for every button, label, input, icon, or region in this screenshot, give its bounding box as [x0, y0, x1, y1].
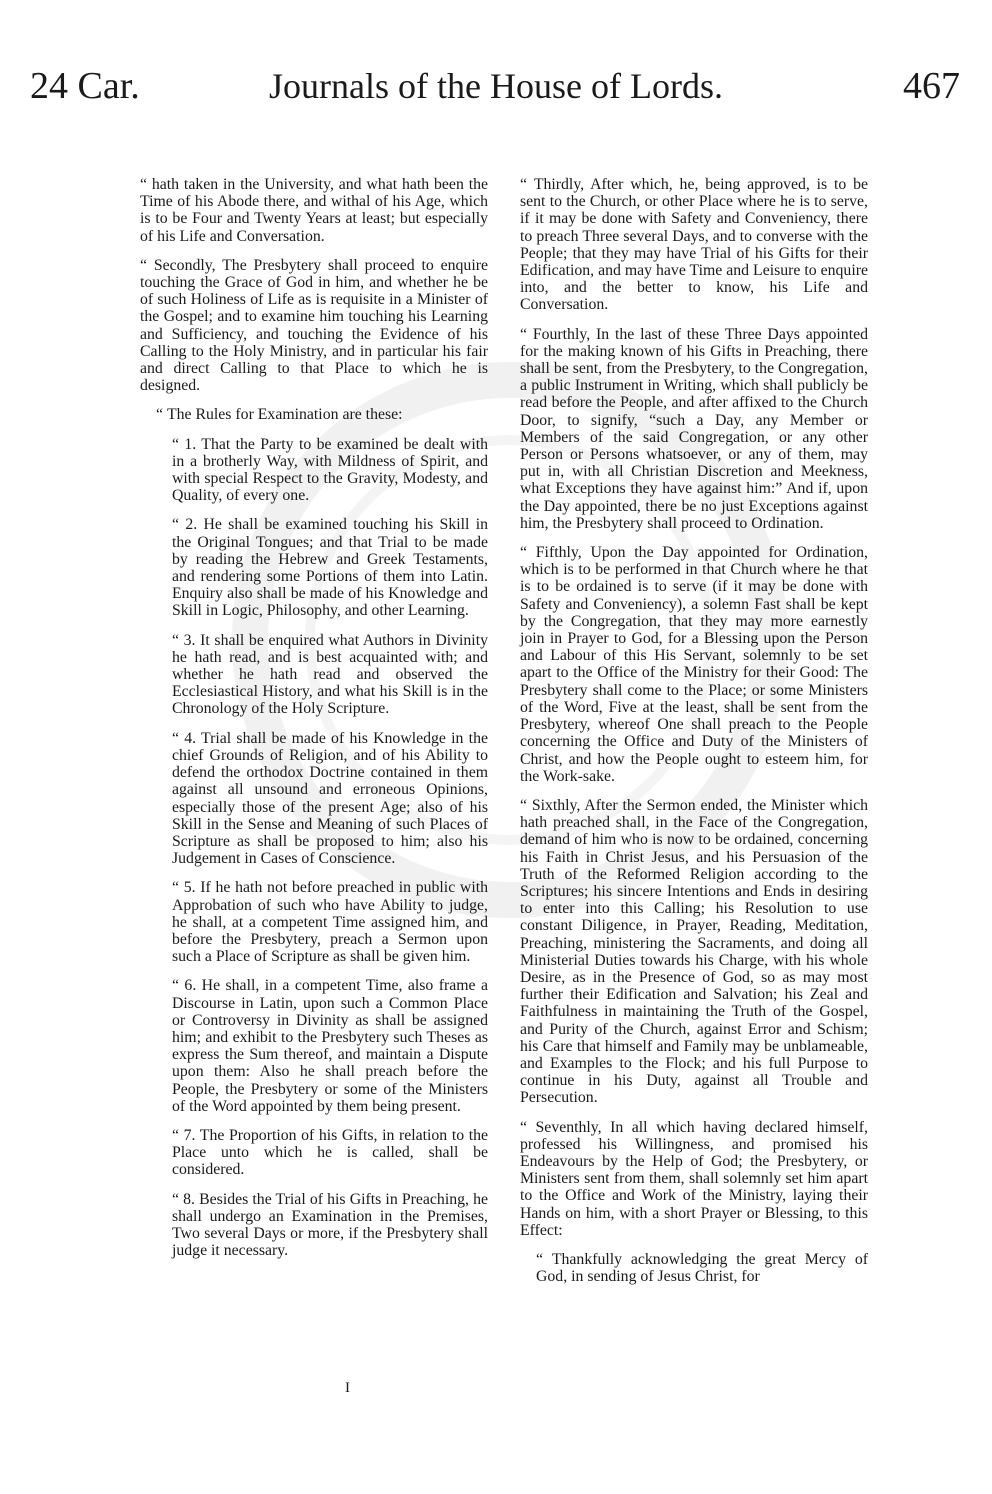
paragraph: “ Fifthly, Upon the Day appointed for Ordination, which is to be performed in that Church where he that is to be ordained is to serve (if it may be done with Safety and Conveniency), a solemn Fast shall be kept by the Congregation, that they may more earnestly join in Prayer to God, for a Blessing upon the Person and Labour of this His Servant, solemnly to be set apart to the Office of the Ministry for their Good: The Presbytery shall come to the Place; or some Ministers of the Word, Five at the least, shall be sent from the Presbytery, whereof One shall preach to the People concerning the Office and Duty of the Ministers of Christ, and how the People ought to esteem him, for the Work-sake.	[520, 544, 868, 785]
paragraph: “ Fourthly, In the last of these Three Days appointed for the making known of his Gifts in Preaching, there shall be sent, from the Presbytery, to the Congregation, a public Instrument in Writing, which shall publicly be read before the People, and after affixed to the Church Door, to signify, “such a Day, any Member or Members of the said Congregation, or any other Person or Persons whatsoever, or any of them, may put in, with all Christian Discretion and Meekness, what Exceptions they have against him:” And if, upon the Day appointed, there be no just Exceptions against him, the Presbytery shall proceed to Ordination.	[520, 326, 868, 532]
paragraph: “ 8. Besides the Trial of his Gifts in Preaching, he shall undergo an Examination in the Premises, Two several Days or more, if the Presbytery shall judge it necessary.	[140, 1191, 488, 1260]
paragraph: “ 5. If he hath not before preached in public with Approbation of such who have Ability to judge, he shall, at a competent Time assigned him, and before the Presbytery, preach a Sermon upon such a Place of Scripture as shall be given him.	[140, 879, 488, 965]
running-title: Journals of the House of Lords.	[269, 66, 723, 106]
paragraph: “ The Rules for Examination are these:	[140, 406, 488, 423]
paragraph: “ Seventhly, In all which having declared himself, professed his Willingness, and promised his Endeavours by the Help of God; the Presbytery, or Ministers sent from them, shall solemnly set him apart to the Office and Work of the Ministry, laying their Hands on him, with a short Prayer or Blessing, to this Effect:	[520, 1119, 868, 1239]
paragraph: “ 6. He shall, in a competent Time, also frame a Discourse in Latin, upon such a Common Place or Controversy in Divinity as shall be assigned him; and exhibit to the Presbytery such Theses as express the Sum thereof, and maintain a Dispute upon them: Also he shall preach before the People, the Presbytery or some of the Ministers of the Word appointed by them being present.	[140, 977, 488, 1115]
paragraph: “ Secondly, The Presbytery shall proceed to enquire touching the Grace of God in him, and whether he be of such Holiness of Life as is requisite in a Minister of the Gospel; and to examine him touching his Learning and Sufficiency, and touching the Evidence of his Calling to the Holy Ministry, and in particular his fair and direct Calling to that Place to which he is designed.	[140, 257, 488, 395]
paragraph: “ 2. He shall be examined touching his Skill in the Original Tongues; and that Trial to be made by reading the Hebrew and Greek Testaments, and rendering some Portions of them into Latin. Enquiry also shall be made of his Knowledge and Skill in Logic, Philosophy, and other Learning.	[140, 516, 488, 619]
left-column	[140, 176, 488, 1271]
right-column	[520, 176, 868, 1297]
paragraph: “ 1. That the Party to be examined be dealt with in a brotherly Way, with Mildness of Spirit, and with special Respect to the Gravity, Modesty, and Quality, of every one.	[140, 436, 488, 505]
paragraph: “ Sixthly, After the Sermon ended, the Minister which hath preached shall, in the Face of the Congregation, demand of him who is now to be ordained, concerning his Faith in Christ Jesus, and his Persuasion of the Truth of the Reformed Religion according to the Scriptures; his sincere Intentions and Ends in desiring to enter into this Calling; his Resolution to use constant Diligence, in Prayer, Reading, Meditation, Preaching, ministering the Sacraments, and doing all Ministerial Duties towards his Charge, with his whole Desire, as in the Presence of God, so as may most further their Edification and Salvation; his Zeal and Faithfulness in maintaining the Truth of the Gospel, and Purity of the Church, against Error and Schism; his Care that himself and Family may be unblameable, and Examples to the Flock; and his full Purpose to continue in his Duty, against all Trouble and Persecution.	[520, 797, 868, 1107]
page-number: 467	[903, 65, 960, 107]
paragraph: “ 3. It shall be enquired what Authors in Divinity he hath read, and is best acquainted with; and whether he hath read and observed the Ecclesiastical History, and what his Skill is in the Chronology of the Holy Scripture.	[140, 632, 488, 718]
regnal-year: 24 Car.	[30, 65, 140, 107]
paragraph: “ Thankfully acknowledging the great Mercy of God, in sending of Jesus Christ, for	[520, 1251, 868, 1285]
catchword: I	[345, 1380, 350, 1396]
paragraph: “ 7. The Proportion of his Gifts, in relation to the Place unto which he is called, shall be considered.	[140, 1127, 488, 1179]
paragraph: “ hath taken in the University, and what hath been the Time of his Abode there, and withal of his Age, which is to be Four and Twenty Years at least; but especially of his Life and Conversation.	[140, 176, 488, 245]
page-header	[0, 62, 992, 110]
paragraph: “ Thirdly, After which, he, being approved, is to be sent to the Church, or other Place where he is to serve, if it may be done with Safety and Conveniency, there to preach Three several Days, and to converse with the People; that they may have Trial of his Gifts for their Edification, and may have Time and Leisure to enquire into, and the better to know, his Life and Conversation.	[520, 176, 868, 314]
paragraph: “ 4. Trial shall be made of his Knowledge in the chief Grounds of Religion, and of his Ability to defend the orthodox Doctrine contained in them against all unsound and erroneous Opinions, especially those of the present Age; also of his Skill in the Sense and Meaning of such Places of Scripture as shall be proposed to him; also his Judgement in Cases of Conscience.	[140, 730, 488, 868]
